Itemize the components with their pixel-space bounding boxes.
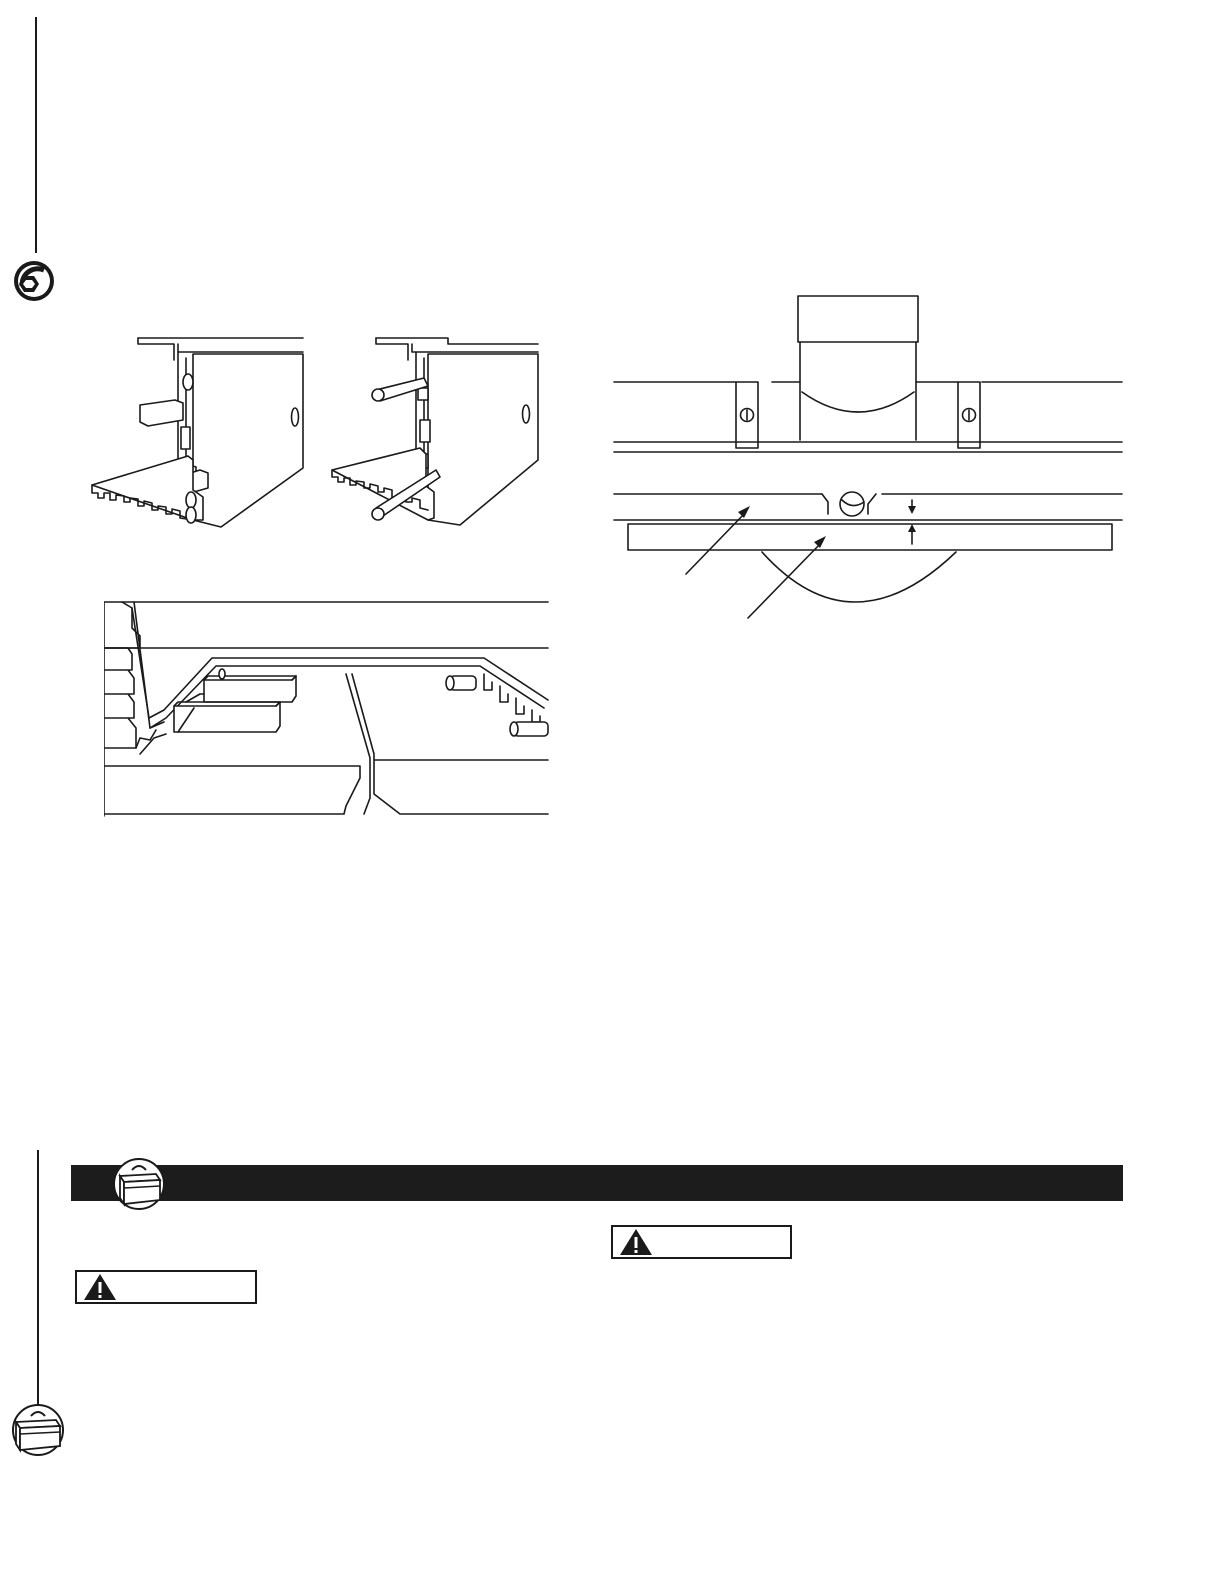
figure-fence-cross-section (104, 598, 552, 820)
maintenance-section-banner (71, 1165, 1123, 1201)
warning-box-left (75, 1270, 257, 1304)
chapter-6-tab-icon (12, 258, 58, 304)
margin-rule-top (35, 17, 37, 253)
toolbox-icon (112, 1158, 166, 1210)
margin-rule-bottom (37, 1150, 39, 1408)
figure-fence-square-bars (78, 330, 306, 532)
warning-triangle-icon (83, 1273, 117, 1301)
toolbox-tab-icon (10, 1404, 66, 1456)
warning-triangle-icon (619, 1228, 653, 1256)
figure-throat-plate-clearance (612, 292, 1124, 622)
warning-box-right (611, 1225, 792, 1259)
figure-fence-round-rods (328, 330, 540, 532)
